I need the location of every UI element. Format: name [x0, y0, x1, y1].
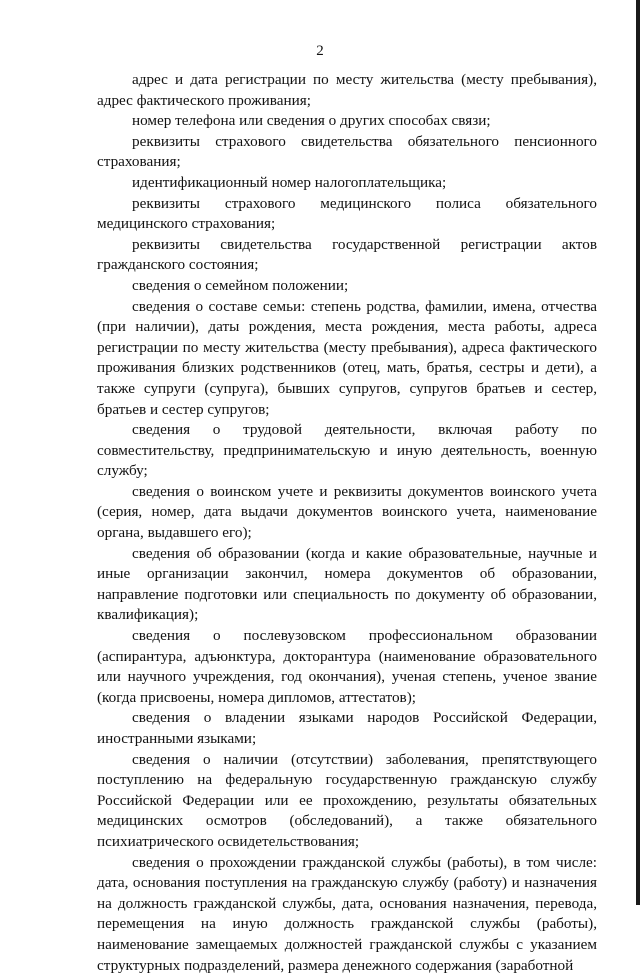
paragraph-family-composition: сведения о составе семьи: степень родства, фамилии, имена, отчества (при наличии), даты рождения, места рождения, места работы, адреса регистрации по месту жительства (месту пребывания), адреса фактического проживания близких родственников (отец, мать, братья, сестры и дети), а также супруги (супруга), бывших супругов, супругов братьев и сестер, братьев и сестер супругов; — [97, 297, 597, 418]
paragraph-languages: сведения о владении языками народов Российской Федерации, иностранными языками; — [97, 709, 597, 747]
paragraph-military-registration: сведения о воинском учете и реквизиты документов воинского учета (серия, номер, дата выдачи документов воинского учета, наименование органа, выдавшего его); — [97, 482, 597, 542]
paragraph-civil-status-certificate: реквизиты свидетельства государственной регистрации актов гражданского состояния; — [97, 235, 597, 274]
scan-edge-shadow — [636, 0, 640, 905]
paragraph-medical-condition: сведения о наличии (отсутствии) заболевания, препятствующего поступлению на федеральную государственную гражданскую службу Российской Федерации или ее прохождению, результаты обязательных медицинских осмотров (обследований), а также обязательного психиатрического освидетельствования; — [97, 750, 597, 850]
page-number: 2 — [316, 43, 324, 59]
paragraph-taxpayer-id: идентификационный номер налогоплательщика; — [132, 173, 447, 191]
paragraph-medical-insurance: реквизиты страхового медицинского полиса обязательного медицинского страхования; — [97, 194, 597, 233]
paragraph-registration-address: адрес и дата регистрации по месту жительства (месту пребывания), адрес фактического проживания; — [97, 71, 597, 109]
document-body — [97, 70, 597, 976]
paragraph-work-activity: сведения о трудовой деятельности, включая работу по совместительству, предпринимательскую и иную деятельность, военную службу; — [97, 421, 597, 480]
paragraph-civil-service-record: сведения о прохождении гражданской службы (работы), в том числе: дата, основания поступления на гражданскую службу (работу) и назначения на должность гражданской службы, дата, основания назначения, перевода, перемещения на иную должность гражданской службы (работы), наименование замещаемых должностей гражданской службы с указанием структурных подразделений, размера денежного содержания (заработной — [97, 853, 597, 974]
paragraph-education: сведения об образовании (когда и какие образовательные, научные и иные организации закончил, номера документов об образовании, направление подготовки или специальность по документу об образовании, квалификация); — [97, 544, 597, 624]
paragraph-pension-insurance: реквизиты страхового свидетельства обязательного пенсионного страхования; — [97, 132, 597, 171]
paragraph-phone: номер телефона или сведения о других способах связи; — [132, 112, 491, 130]
paragraph-marital-status: сведения о семейном положении; — [132, 276, 349, 294]
paragraph-postgraduate-education: сведения о послевузовском профессиональном образовании (аспирантура, адъюнктура, докторантура (наименование образовательного или научного учреждения, год окончания), ученая степень, ученое звание (когда присвоены, номера дипломов, аттестатов); — [97, 627, 597, 706]
